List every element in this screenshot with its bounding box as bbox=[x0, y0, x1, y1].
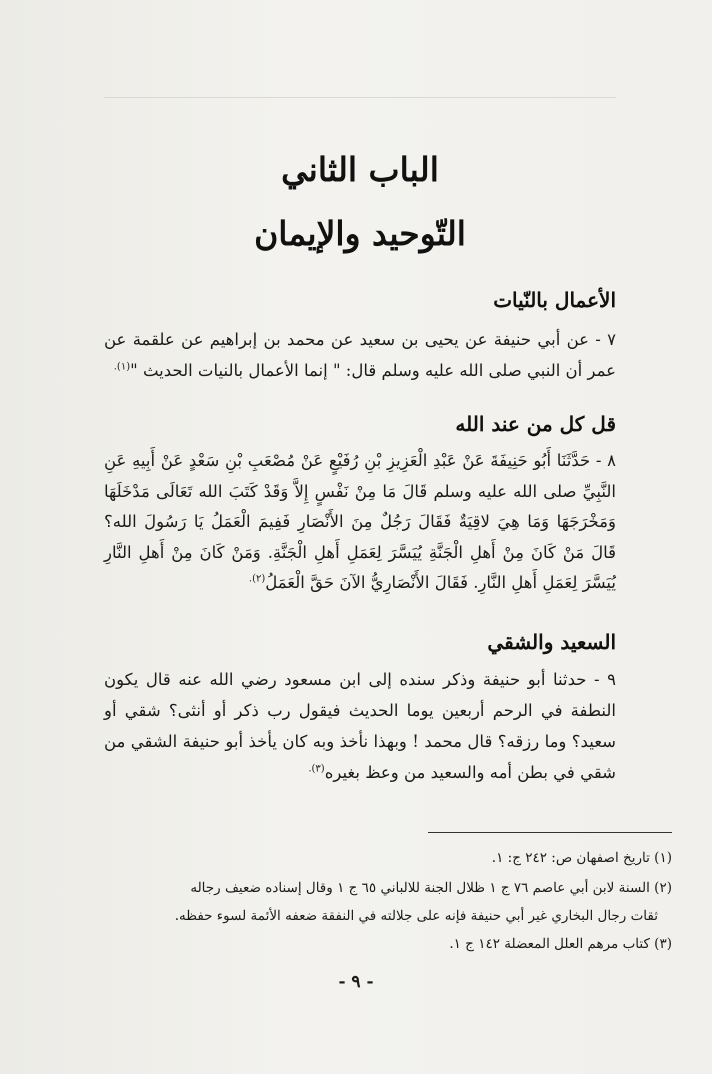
page-number: - ٩ - bbox=[338, 972, 374, 992]
bleed-through-header bbox=[104, 76, 616, 92]
hadith-text: ٧ - عن أبي حنيفة عن يحيى بن سعيد عن محمد بن إبراهيم عن علقمة عن عمر أن النبي صلى الله عليه وسلم قال: " إنما الأعمال بالنيات الحديث " bbox=[104, 330, 616, 380]
section-niyyat bbox=[104, 286, 616, 386]
hadith-8 bbox=[104, 446, 616, 599]
footnote-ref: (١). bbox=[113, 361, 131, 373]
footnote-2: (٢) السنة لابن أبي عاصم ٧٦ ج ١ ظلال الجنة للالباني ٦٥ ج ١ وقال إسناده ضعيف رجاله bbox=[190, 880, 672, 896]
bleed-through-rule bbox=[104, 97, 616, 98]
footnote-ref: (٣). bbox=[308, 763, 325, 775]
hadith-7 bbox=[104, 324, 616, 386]
hadith-text: ٩ - حدثنا أبو حنيفة وذكر سنده إلى ابن مسعود رضي الله عنه قال يكون النطفة في الرحم أربعين يوما الحديث فيقول رب ذكر أو أنثى؟ شقي أو سعيد؟ وما رزقه؟ قال محمد ! وبهذا نأخذ وبه كان يأخذ أبو حنيفة الشقي من شقي في بطن أمه والسعيد من وعظ بغيره bbox=[104, 670, 616, 782]
section-saeed bbox=[104, 628, 616, 788]
footnote-3: (٣) كتاب مرهم العلل المعضلة ١٤٢ ج ١. bbox=[449, 936, 672, 952]
chapter-subtitle: التّوحيد والإيمان bbox=[254, 214, 466, 253]
footnote-2-continued: ثقات رجال البخاري غير أبي حنيفة فإنه على جلالته في النفقة ضعفه الأئمة لسوء حفظه. bbox=[174, 908, 658, 924]
chapter-title: الباب الثاني bbox=[281, 150, 439, 189]
section-heading: السعيد والشقي bbox=[487, 630, 616, 654]
section-heading: الأعمال بالنّيات bbox=[493, 288, 616, 312]
footnote-1: (١) تاريخ اصفهان ص: ٢٤٢ ج: ١. bbox=[491, 850, 672, 866]
footnote-ref: (٢). bbox=[248, 573, 266, 585]
footnote-separator bbox=[428, 832, 672, 833]
section-qadar bbox=[104, 410, 616, 599]
section-heading: قل كل من عند الله bbox=[455, 412, 616, 436]
hadith-9 bbox=[104, 664, 616, 788]
hadith-text: ٨ - حَدَّثَنَا أَبُو حَنِيفَةَ عَنْ عَبْدِ الْعَزِيزِ بْنِ رُفَيْعٍ عَنْ مُصْعَبِ بْنِ سَعْدٍ عَنْ أَبِيهِ عَنِ النَّبِيِّ صلى الله عليه وسلم قَالَ مَا مِنْ نَفْسٍ إِلاَّ وَقَدْ كَتَبَ الله تَعَالَى مَدْخَلَهَا وَمَخْرَجَهَا وَمَا هِيَ لاقِيَةٌ فَقَالَ رَجُلٌ مِنَ الأَنْصَارِ فَفِيمَ الْعَمَلُ يَا رَسُولَ الله؟ قَالَ مَنْ كَانَ مِنْ أَهلِ الْجَنَّةِ يُيَسَّرَ لِعَمَلِ أَهلِ الْجَنَّةِ. وَمَنْ كَانَ مِنْ أَهلِ النَّارِ يُيَسَّرَ لِعَمَلِ أَهلِ النَّارِ. فَقَالَ الأَنْصَارِيُّ الآنَ حَقَّ الْعَمَلُ bbox=[104, 451, 616, 592]
